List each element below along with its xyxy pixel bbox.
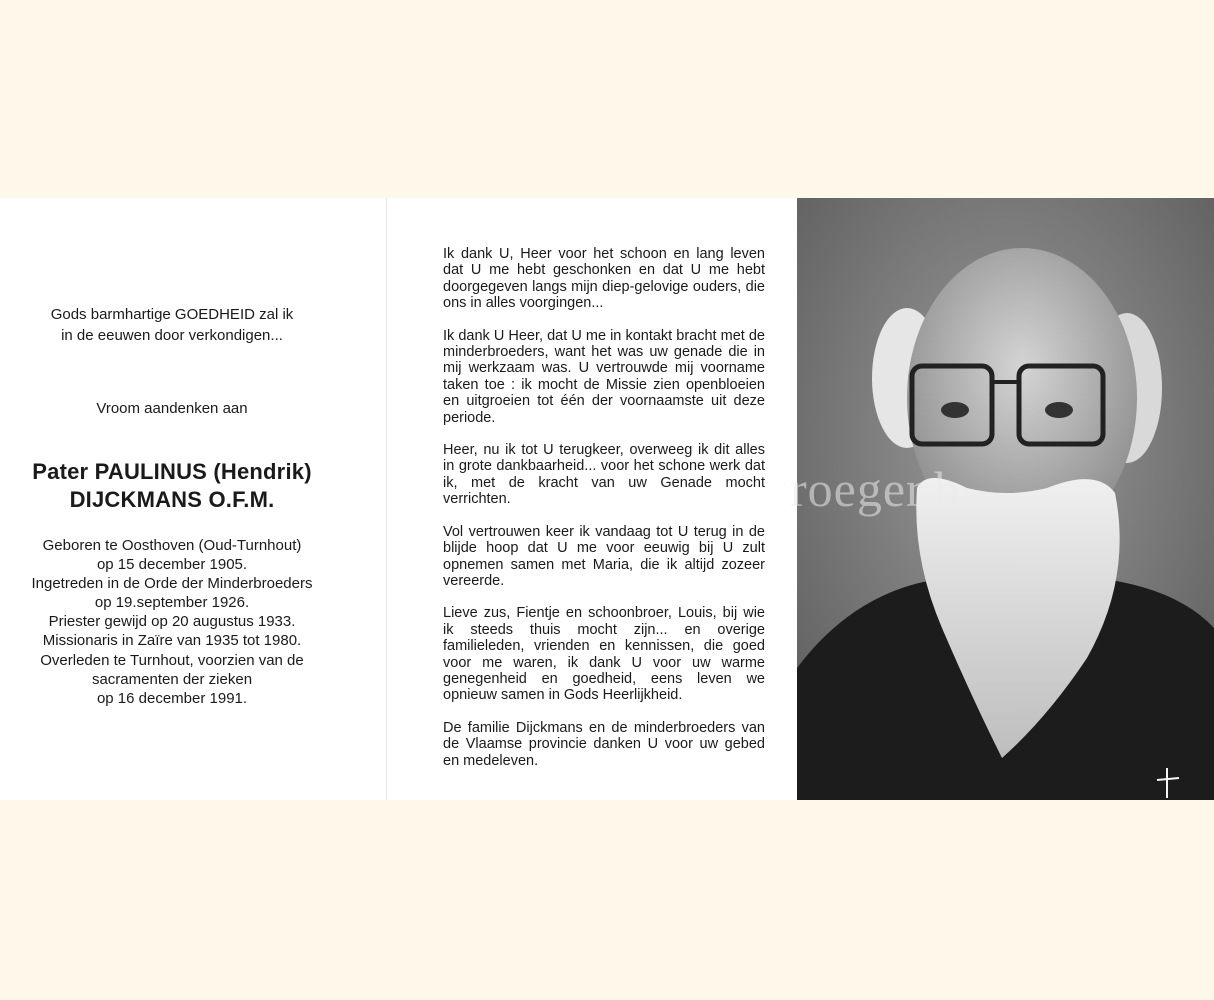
bio-line: Overleden te Turnhout, voorzien van de [40,651,304,669]
deceased-name [0,458,344,514]
prayer-paragraph: Lieve zus, Fientje en schoonbroer, Louis, bij wie ik steeds thuis mocht zijn... en overige familieleden, vrienden en kennissen, die goed voor me waren, ik dank U voor uw warme genegenheid en goedheid, eens leven we opnieuw samen in Gods Heerlijkheid. [443,605,765,704]
prayer-paragraph: De familie Dijckmans en de minderbroeders van de Vlaamse provincie danken U voor uw gebed en medeleven. [443,719,765,769]
bio-line: op 16 december 1991. [96,689,248,707]
left-panel [0,198,387,800]
biography [0,536,344,708]
prayer-text [443,246,765,785]
quote-line: Gods barmhartige GOEDHEID zal ik [50,306,294,323]
middle-panel [387,198,796,800]
name-line: DIJCKMANS O.F.M. [69,487,275,512]
bio-line: op 19.september 1926. [94,594,250,612]
watermark-text: roeger.b [790,461,961,517]
memorial-card [0,198,1214,800]
prayer-paragraph: Ik dank U Heer, dat U me in kontakt bracht met de minderbroeders, want het was uw genade die in mij werkzaam was. U vertrouwde mij voorname taken toe : ik mocht de Missie zien openbloeien en uitgroeien tot één der voornaamste uit deze periode. [443,327,765,426]
memory-heading: Vroom aandenken aan [96,400,248,417]
bio-line: Ingetreden in de Orde der Minderbroeders [31,575,313,593]
prayer-paragraph: Heer, nu ik tot U terugkeer, overweeg ik dit alles in grote dankbaarheid... voor het schone werk dat ik, met de kracht van uw Genade mocht verrichten. [443,442,765,508]
bio-line: Priester gewijd op 20 augustus 1933. [48,613,296,631]
quote-line: in de eeuwen door verkondigen... [61,327,283,344]
prayer-paragraph: Vol vertrouwen keer ik vandaag tot U terug in de blijde hoop dat U me voor eeuwig bij U zult opnemen samen met Maria, die ik altijd zozeer vereerde. [443,523,765,589]
bio-line: sacramenten der zieken [91,670,253,688]
prayer-paragraph: Ik dank U, Heer voor het schoon en lang leven dat U me hebt geschonken en dat U me hebt doorgegeven langs mijn diep-gelovige ouders, die ons in alles voorgingen... [443,246,765,312]
bio-line: Missionaris in Zaïre van 1935 tot 1980. [42,632,302,650]
bio-line: op 15 december 1905. [96,556,248,574]
name-line: Pater PAULINUS (Hendrik) [32,459,312,484]
opening-quote [0,304,344,346]
bio-line: Geboren te Oosthoven (Oud-Turnhout) [42,537,302,554]
